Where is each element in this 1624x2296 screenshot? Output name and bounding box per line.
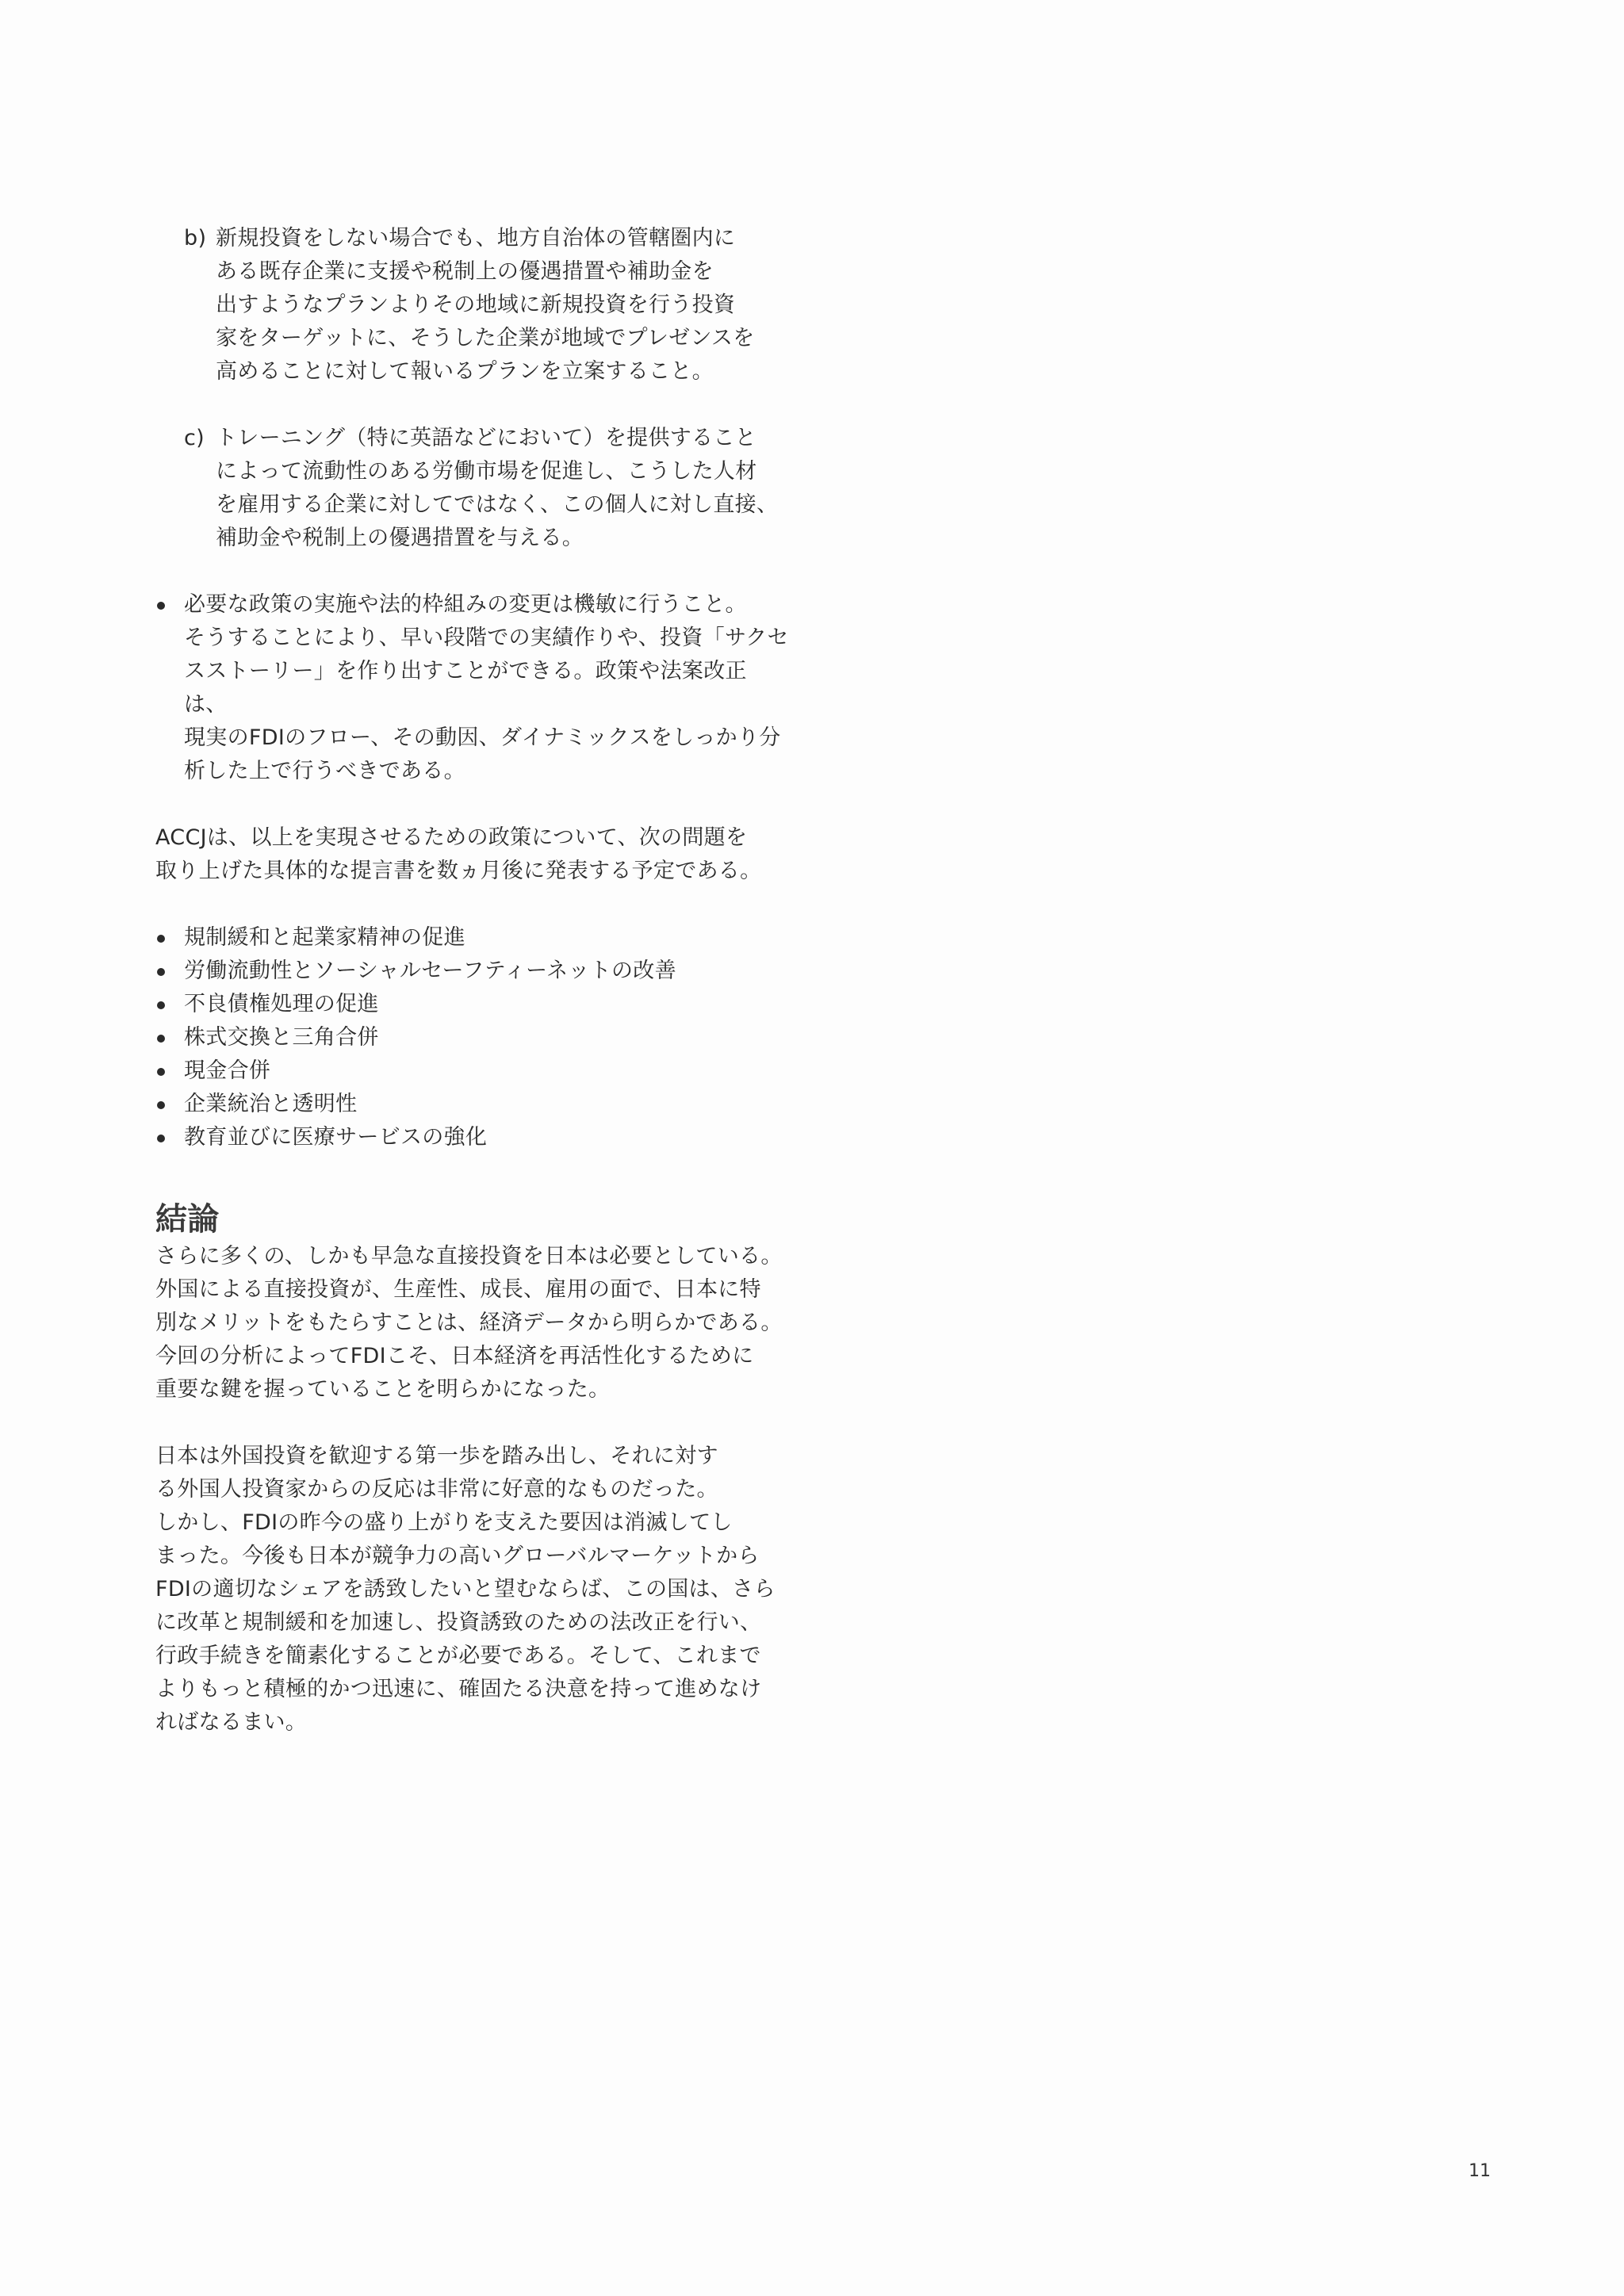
list-item bbox=[155, 1021, 790, 1054]
topic-text: 株式交換と三角合併 bbox=[184, 1025, 379, 1050]
list-item bbox=[155, 988, 790, 1021]
bullet-icon bbox=[155, 1054, 184, 1088]
accj-paragraph: ACCJは、以上を実現させるための政策について、次の問題を 取り上げた具体的な提言書を数ヵ月後に発表する予定である。 bbox=[155, 825, 762, 883]
topic-text: 教育並びに医療サービスの強化 bbox=[184, 1125, 488, 1150]
list-item bbox=[155, 1054, 790, 1088]
bullet-icon bbox=[155, 588, 184, 788]
bullet-icon bbox=[155, 1088, 184, 1121]
sub-item-label: c) bbox=[184, 426, 205, 450]
conclusion-paragraph-1: さらに多くの、しかも早急な直接投資を日本は必要としている。 外国による直接投資が、生産性、成長、雇用の面で、日本に特 別なメリットをもたらすことは、経済データから明らかである。 今回の分析によってFDIこそ、日本経済を再活性化するために 重要な鍵を握っていることを明らかになった。 bbox=[155, 1244, 783, 1402]
topic-text: 企業統治と透明性 bbox=[184, 1092, 358, 1116]
topics-list bbox=[155, 921, 790, 1154]
list-item bbox=[155, 1088, 790, 1121]
conclusion-paragraph-2: 日本は外国投資を歓迎する第一歩を踏み出し、それに対す る外国人投資家からの反応は非常に好意的なものだった。 しかし、FDIの昨今の盛り上がりを支えた要因は消滅してし まった。今後も日本が競争力の高いグローバルマーケットから FDIの適切なシェアを誘致したいと望むならば、この国は、さら に改革と規制緩和を加速し、投資誘致のための法改正を行い、 行政手続きを簡素化することが必要である。そして、これまで よりもっと積極的かつ迅速に、確固たる決意を持って進めなけ ればなるまい。 bbox=[155, 1444, 776, 1735]
policy-bullet-text: 必要な政策の実施や法的枠組みの変更は機敏に行うこと。 そうすることにより、早い段階での実績作りや、投資「サクセ スストーリー」を作り出すことができる。政策や法案改正は、 現実のFDIのフロー、その動因、ダイナミックスをしっかり分 析した上で行うべきである。 bbox=[184, 592, 789, 783]
bullet-icon bbox=[155, 988, 184, 1021]
sub-item-text: 新規投資をしない場合でも、地方自治体の管轄圏内に ある既存企業に支援や税制上の優遇措置や補助金を 出すようなプランよりその地域に新規投資を行う投資 家をターゲットに、そうした企業が地域でプレゼンスを 高めることに対して報いるプランを立案すること。 bbox=[216, 226, 755, 384]
list-item bbox=[155, 921, 790, 955]
list-item bbox=[155, 1121, 790, 1154]
topic-text: 不良債権処理の促進 bbox=[184, 992, 379, 1016]
sub-item-b bbox=[184, 222, 790, 388]
text-column bbox=[155, 222, 790, 1739]
bullet-icon bbox=[155, 921, 184, 955]
page-number: 11 bbox=[1469, 2161, 1491, 2181]
conclusion-heading: 結論 bbox=[155, 1201, 220, 1238]
sub-item-c bbox=[184, 422, 790, 555]
list-item bbox=[155, 955, 790, 988]
topic-text: 労働流動性とソーシャルセーフティーネットの改善 bbox=[184, 959, 676, 983]
topic-text: 現金合併 bbox=[184, 1058, 271, 1083]
sub-item-text: トレーニング（特に英語などにおいて）を提供すること によって流動性のある労働市場を促進し、こうした人材 を雇用する企業に対してではなく、この個人に対し直接、 補助金や税制上の優遇措置を与える。 bbox=[216, 426, 779, 550]
policy-bullet bbox=[155, 588, 790, 788]
topic-text: 規制緩和と起業家精神の促進 bbox=[184, 925, 465, 950]
bullet-icon bbox=[155, 1121, 184, 1154]
bullet-icon bbox=[155, 1021, 184, 1054]
bullet-icon bbox=[155, 955, 184, 988]
sub-item-label: b) bbox=[184, 226, 207, 251]
